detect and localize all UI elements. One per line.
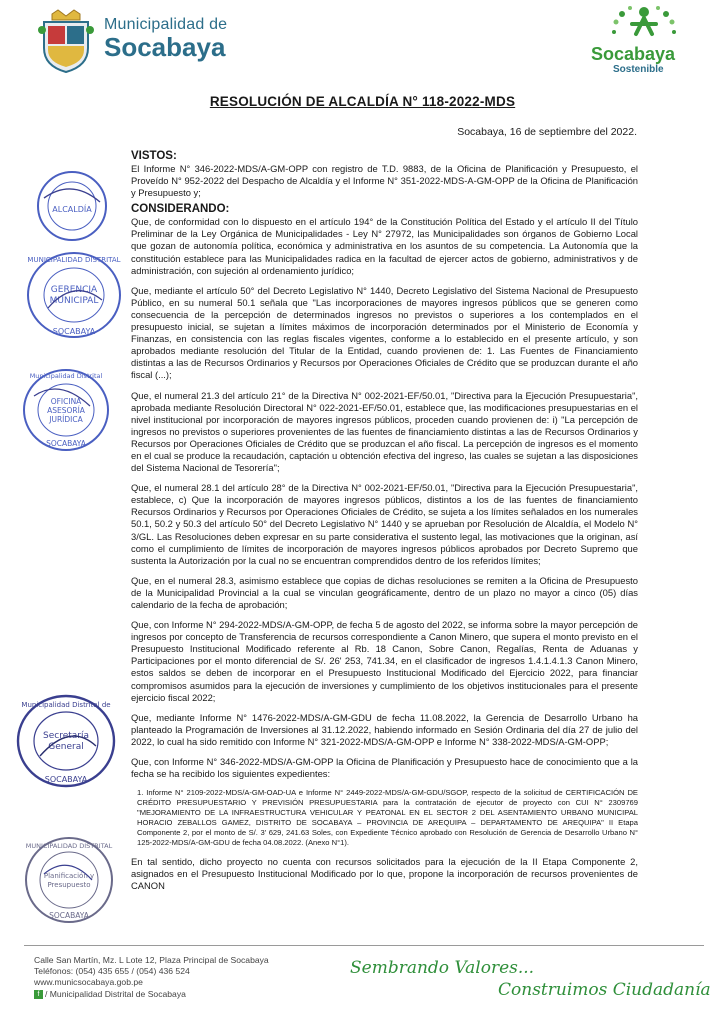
gerencia-municipal-stamp [24,248,124,342]
stamp-text: Secretaría [43,731,89,741]
considerando-heading: CONSIDERANDO: [131,203,230,216]
sostenible-name: Socabaya [591,44,676,64]
stamp-text: OFICINA [50,397,82,406]
stamp-text: General [48,742,84,752]
considerando-paragraph: Que, con Informe N° 294-2022-MDS/A-GM-OPP, de fecha 5 de agosto del 2022, se informa sobre la mayor percepción de ingresos por concepto de Transferencia de recursos correspondiente a Canon Minero, que supera el monto previsto en el Presupuesto Institucional Modificado referente al Rb. 18 Canon, Sobre Canon, Regalías, Renta de Aduanas y Participaciones por el monto diferencial de S/. 26' 253, 741.34, en el clasificador de ingresos 1.4.1.4.1.3 Canon Minero, estos saldos se deben de incorporar en el Presupuesto Institucional Modificado del Ejercicio 2022, para financiar compromisos asumidos para la ejecución de inversiones y cumplimiento de los objetivos institucionales para el presente ejercicio fiscal 2022; [131,619,638,703]
municipality-name: Socabaya [104,32,226,62]
footer-contact [34,955,269,1000]
considerando-paragraph: Que, en el numeral 28.3, asimismo establece que copias de dichas resoluciones se remiten a la Oficina de Presupuesto de la Municipalidad Provincial a la cual se vinculan geográficamente, dentro de un plazo no mayor a cinco (05) días calendario de la fecha de aprobación; [131,574,638,610]
municipality-label: Municipalidad de [104,16,228,33]
stamp-text: ALCALDÍA [52,205,92,214]
considerando-paragraph: Que, mediante el artículo 50° del Decreto Legislativo N° 1440, Decreto Legislativo del Sistema Nacional de Presupuesto Público, en su numeral 50.1 señala que "Las incorporaciones de mayores ingresos públicos que se generen como consecuencia de la percepción de determinados ingresos no previstos o superiores a los contemplados en el presupuesto inicial, se sujetan a límites máximos de incorporación determinados por el Ministerio de Economía y Finanzas, en consistencia con las reglas fiscales vigentes, conforme a lo establecido en el presente artículo, y son aprobados mediante resolución del Titular de la Entidad, cuando provienen de: 1. Las Fuentes de Financiamiento distintas a las de Recursos Ordinarios y Recursos por Operaciones Oficiales de Crédito que se produzcan durante el año fiscal (...); [131,284,638,381]
asesoria-juridica-stamp [20,366,112,454]
closing-paragraph: En tal sentido, dicho proyecto no cuenta con recursos solicitados para la ejecución de la II Etapa Componente 2, asignados en el Presupuesto Institucional Modificado por lo que, propone la incorporación de recursos provenientes de CANON [131,856,638,892]
vistos-text: El Informe N° 346-2022-MDS/A-GM-OPP con registro de T.D. 9883, de la Oficina de Planificación y Presupuesto, el Proveído N° 952-2022 del Despacho de Alcaldía y el Informe N° 351-2022-MDS-A-GM-OPP de la Oficina de Planificación y Presupuesto y; [131,163,638,199]
considerando-paragraph: Que, el numeral 28.1 del artículo 28° de la Directiva N° 002-2021-EF/50.01, "Directiva para la Ejecución Presupuestaria", establece, c) Que la incorporación de mayores ingresos públicos, distintos a los de las fuentes de financiamiento Recursos Ordinarios y Recursos por Operaciones Oficiales de Crédito, se sujeta a los límites señalados en los numerales 50.1, 50.2 y 50.3 del artículo 50° del Decreto Legislativo N° 1440 y se aprueban por Resolución de Alcaldía, el Modelo N° 3/GL. Las Resoluciones deben expresar en su parte considerativa el sustento legal, las motivaciones que la originan, así como el cumplimiento de límites de incorporación de mayores ingresos públicos aprobados por Decreto Supremo que sustenta la Autorización por la cual no se encuentran comprendidos dentro de los referidos límites; [131,482,638,566]
page-header [0,0,725,90]
alcaldia-stamp [34,168,110,244]
stamp-text: MUNICIPALIDAD DISTRITAL [25,842,113,850]
stamp-text: Municipalidad Distrital [29,372,103,380]
sostenible-subtitle: Sostenible [613,64,664,75]
resolution-title: RESOLUCIÓN DE ALCALDÍA N° 118-2022-MDS [209,94,516,109]
footer-social-label: / Municipalidad Distrital de Socabaya [45,988,186,999]
considerando-paragraph: Que, de conformidad con lo dispuesto en el artículo 194° de la Constitución Política del Estado y el artículo II del Título Preliminar de la Ley Orgánica de Municipalidades - Ley N° 27972, las Municipalidades son órganos de Gobierno Local que gozan de autonomía política, económica y administrativa en los asuntos de su competencia. La Autonomía que la constitución establece para las Municipalidades radica en la facultad de ejercer actos de gobierno, administrativos y de administración, con sujeción al ordenamiento jurídico; [131,216,638,276]
footer-address: Calle San Martín, Mz. L Lote 12, Plaza Principal de Socabaya [34,955,269,965]
footer-slogan-1: Sembrando Valores... [350,958,535,978]
footer-website[interactable]: www.municsocabaya.gob.pe [34,977,143,988]
stamp-text: SOCABAYA [49,911,89,920]
document-body [131,150,638,901]
footer-slogan-2: Construimos Ciudadanía [498,980,711,1000]
stamp-text: Presupuesto [47,881,91,889]
stamp-text: JURÍDICA [49,415,83,424]
stamp-text: Planificación y [43,872,95,880]
footer-social[interactable] [34,989,269,1000]
expediente-note: 1. Informe N° 2109-2022-MDS/A-GM-OAD-UA e Informe N° 2449-2022-MDS/A-GM-GDU/SGOP, respecto de la solicitud de CERTIFICACIÓN DE CRÉDITO PRESUPUESTARIO Y PREVISIÓN PRESUPUESTARIA para la contratación de ejecutor de proyecto con CUI N° 2309769 "MEJORAMIENTO DE LA INFRAESTRUCTURA VEHICULAR Y PEATONAL EN EL SECTOR 2 DEL ASENTAMIENTO URBANO MUNICIPAL HORACIO ZEBALLOS GAMEZ, DISTRITO DE SOCABAYA – PROVINCIA DE AREQUIPA – DEPARTAMENTO DE AREQUIPA" II Etapa Componente 2, por el monto de S/. 3' 629, 241.63 Soles, con Expediente Técnico aprobado con Resolución de Gerencia de Desarrollo Urbano N° 125-2022-MDS/A-GM-GDU de fecha 04.08.2022. (Anexo N°1). [137,788,638,848]
secretaria-general-stamp [14,692,118,790]
stamp-text: SOCABAYA [46,439,86,448]
stamp-text: ASESORÍA [47,406,85,415]
resolution-date: Socabaya, 16 de septiembre del 2022. [457,126,637,138]
facebook-icon: f [34,990,43,999]
stamp-text: SOCABAYA [52,327,96,336]
stamp-text: GERENCIA [50,285,98,295]
footer-phones: Teléfonos: (054) 435 655 / (054) 436 524 [34,966,190,977]
considerando-paragraph: Que, mediante Informe N° 1476-2022-MDS/A-GM-GDU de fecha 11.08.2022, la Gerencia de Desarrollo Urbano ha planteado la Programación de Inversiones al 31.12.2022, habiendo informado en Sesión Ordinaria del día 27 de julio del 2022, lo cual ha sido remitido con Informe N° 321-2022-MDS/A-GM-OPP e Informe N° 338-2022-MDS/A-GM-OPP; [131,711,638,747]
stamp-text: MUNICIPALIDAD DISTRITAL [27,256,121,264]
stamp-text: MUNICIPAL [49,296,99,306]
considerando-paragraph: Que, el numeral 21.3 del artículo 21° de la Directiva N° 002-2021-EF/50.01, "Directiva para la Ejecución Presupuestaria", aprobada mediante Resolución Directoral N° 022-2021-EF/50.01, establece que, las modificaciones presupuestarias en el nivel institucional por incorporación de mayores ingresos públicos, proceden cuando provienen de: i) "La percepción de ingresos no previstos o superiores provenientes de las fuentes de financiamiento distintas a las de Recursos Ordinarios y Recursos por Operaciones Oficiales de Crédito que se produzcan el año fiscal. La percepción de ingresos es el momento en el cual se produce la recaudación, captación u obtención efectiva del ingreso, las cuales se sujetan a las disposiciones del Sistema Nacional de Tesorería"; [131,389,638,474]
vistos-heading: VISTOS: [131,150,177,162]
municipal-crest-icon [36,8,96,74]
planificacion-presupuesto-stamp [22,834,116,926]
stamp-text: SOCABAYA [44,775,88,784]
footer-divider [24,945,704,946]
considerando-paragraph: Que, con Informe N° 346-2022-MDS/A-GM-OPP la Oficina de Planificación y Presupuesto hace de conocimiento que a la fecha se ha recibido los siguientes expedientes: [131,756,638,780]
stamp-text: Municipalidad Distrital de [21,701,111,709]
